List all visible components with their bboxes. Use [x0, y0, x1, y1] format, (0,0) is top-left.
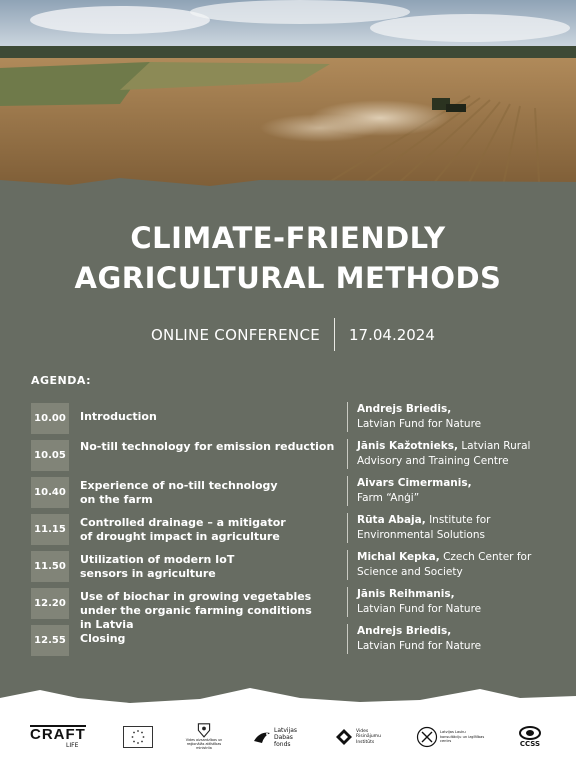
lrc-name: Latvijas Lauku konsultāciju un izglītības centrs	[440, 730, 485, 744]
ies-logo	[334, 723, 382, 751]
agenda-topic: Experience of no-till technology on the farm	[80, 479, 278, 506]
agenda-speaker	[347, 587, 557, 617]
hero-farm-photo	[0, 0, 576, 200]
agenda-speaker	[347, 550, 557, 580]
craft-logo-subtext: LIFE	[66, 741, 79, 749]
ldf-name: Latvijas Dabas fonds	[274, 726, 298, 748]
agenda-topic: No-till technology for emission reduction	[80, 440, 335, 453]
agenda-speaker	[347, 476, 557, 506]
ministry-logo	[185, 721, 223, 749]
title-line-2: AGRICULTURAL METHODS	[74, 261, 502, 295]
lrc-emblem-icon	[416, 726, 438, 748]
ldf-logo	[252, 723, 308, 751]
sponsor-logos	[0, 703, 576, 768]
bird-icon	[252, 727, 272, 747]
agenda-time: 11.50	[31, 551, 69, 582]
agenda-speaker	[347, 439, 557, 469]
craft-logo-text: CRAFT	[30, 725, 86, 743]
agenda-item	[31, 437, 541, 474]
agenda-topic: Controlled drainage – a mitigator of drought impact in agriculture	[80, 516, 286, 543]
agenda-time: 11.15	[31, 514, 69, 545]
lrc-logo	[416, 723, 486, 751]
speaker-organization: Institute for Environmental Solutions	[357, 514, 491, 541]
agenda-topic: Closing	[80, 632, 126, 645]
agenda-topic: Utilization of modern IoT sensors in agriculture	[80, 553, 235, 580]
speaker-name: Michal Kepka,	[357, 551, 440, 563]
speaker-organization: Czech Center for Science and Society	[357, 551, 532, 578]
event-divider	[334, 318, 335, 351]
ministry-name: Vides aizsardzības un reģionālās attīstības ministrija	[185, 737, 223, 749]
agenda-topic: Use of biochar in growing vegetables under the organic farming conditions in Latvia	[80, 590, 312, 631]
eu-flag-icon	[123, 726, 153, 748]
agenda-item	[31, 474, 541, 511]
agenda-item	[31, 400, 541, 437]
agenda-item	[31, 622, 541, 659]
speaker-organization: Latvian Rural Advisory and Training Centre	[357, 440, 531, 467]
agenda-speaker	[347, 513, 557, 543]
speaker-name: Aivars Cimermanis,	[357, 477, 472, 489]
agenda-speaker	[347, 402, 557, 432]
farm-field-illustration	[0, 0, 576, 200]
agenda-time: 10.05	[31, 440, 69, 471]
agenda-item	[31, 548, 541, 585]
agenda-list	[31, 400, 541, 659]
speaker-name: Andrejs Briedis,	[357, 625, 452, 637]
speaker-name: Jānis Kažotnieks,	[357, 440, 458, 452]
agenda-topic: Introduction	[80, 410, 157, 423]
speaker-name: Andrejs Briedis,	[357, 403, 452, 415]
agenda-time: 12.55	[31, 625, 69, 656]
event-info	[0, 318, 576, 352]
eu-life-logo	[123, 723, 153, 751]
speaker-name: Jānis Reihmanis,	[357, 588, 455, 600]
speaker-organization: Farm “Anģi”	[357, 491, 420, 504]
agenda-time: 12.20	[31, 588, 69, 619]
speaker-organization: Latvian Fund for Nature	[357, 639, 482, 652]
ccss-emblem-icon	[519, 726, 541, 740]
agenda-speaker	[347, 624, 557, 654]
ies-emblem-icon	[334, 727, 354, 747]
ies-name: Vides Risinājumu Institūts	[356, 728, 381, 745]
speaker-organization: Latvian Fund for Nature	[357, 602, 482, 615]
speaker-organization: Latvian Fund for Nature	[357, 417, 482, 430]
agenda-heading: AGENDA:	[31, 374, 92, 387]
page-title	[0, 218, 576, 298]
ccss-name: CCSS	[519, 740, 541, 748]
event-type: ONLINE CONFERENCE	[150, 326, 320, 344]
craft-life-logo	[30, 723, 92, 751]
agenda-time: 10.00	[31, 403, 69, 434]
coat-of-arms-icon	[195, 721, 213, 738]
title-line-1: CLIMATE-FRIENDLY	[130, 221, 446, 255]
agenda-item	[31, 511, 541, 548]
agenda-time: 10.40	[31, 477, 69, 508]
ccss-logo	[514, 723, 546, 751]
event-date: 17.04.2024	[349, 326, 435, 344]
speaker-name: Rūta Abaja,	[357, 514, 426, 526]
